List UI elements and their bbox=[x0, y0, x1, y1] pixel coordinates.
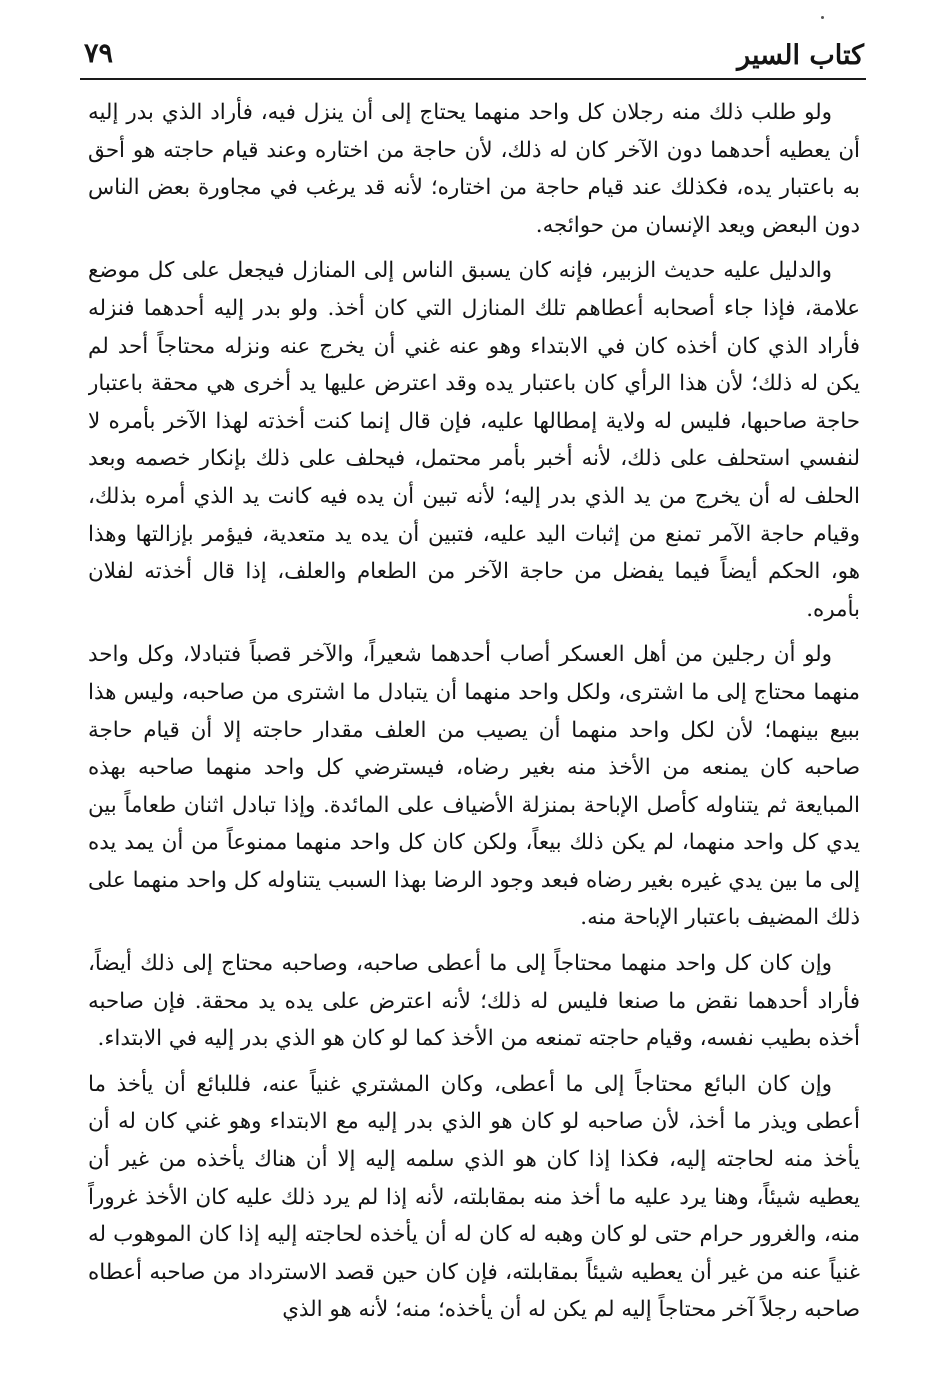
paragraph-5: وإن كان البائع محتاجاً إلى ما أعطى، وكان المشتري غنياً عنه، فللبائع أن يأخذ ما أعطى ويذر ما أخذ، لأن صاحبه لو كان هو الذي بدر إليه مع الابتداء وهو غني كان له أن يأخذ منه لحاجته إليه، فكذا إذا كان هو الذي سلمه إليه إلا أن هناك يأخذه من غير أن يعطيه شيئاً، وهنا يرد عليه ما أخذ منه بمقابلته، لأنه إذا لم يرد ذلك عليه كان الأخذ غروراً منه، والغرور حرام حتى لو كان وهبه له كان له أن يأخذه لحاجته إليه إذا كان الموهوب له غنياً عنه من غير أن يعطيه شيئاً بمقابلته، فإن كان حين قصد الاسترداد من صاحبه أعطاه صاحبه رجلاً آخر محتاجاً إليه لم يكن له أن يأخذه؛ منه؛ لأنه هو الذي bbox=[88, 1071, 860, 1323]
page-number: ٧٩ bbox=[84, 38, 114, 69]
paragraph-3: ولو أن رجلين من أهل العسكر أصاب أحدهما شعيراً، والآخر قصباً فتبادلا، وكل واحد منهما محتاج إلى ما اشترى، ولكل واحد منهما أن يتبادل ما اشترى من صاحبه، وليس هذا ببيع بينهما؛ لأن لكل واحد منهما أن يصيب من العلف مقدار حاجته إلا أن قيام حاجة صاحبه كان يمنعه من الأخذ منه بغير رضاه، فيسترضي كل واحد منهما صاحبه بهذه المبايعة ثم يتناوله كأصل الإباحة بمنزلة الأضياف على المائدة. وإذا تبادل اثنان طعاماً بين يدي كل واحد منهما، لم يكن ذلك بيعاً، ولكن كان كل واحد منهما ممنوعاً من أن يمد يده إلى ما بين يدي غيره بغير رضاه فبعد وجود الرضا بهذا السبب يتناوله كل واحد منهما على ذلك المضيف باعتبار الإباحة منه. bbox=[88, 642, 860, 931]
header-rule bbox=[80, 78, 866, 80]
paragraph-2: والدليل عليه حديث الزبير، فإنه كان يسبق الناس إلى المنازل فيجعل على كل موضع علامة، فإذا جاء أصحابه أعطاهم تلك المنازل التي كان أخذ. ولو بدر إليه أحدهما فنزله فأراد الذي كان أخذه كان في الابتداء وهو عنه غني أن يخرج عنه ونزله محتاجاً أحد لم يكن له ذلك؛ لأن هذا الرأي كان باعتبار يده وقد اعترض عليها يد أخرى هي محقة باعتبار حاجة صاحبها، فليس له ولاية إمطالها عليه، فإن قال إنما كنت أخذته لهذا الآخر بأمره لا لنفسي استحلف على ذلك، لأنه أخبر بأمر محتمل، فيحلف على ذلك بإنكار خصمه وبعد الحلف له أن يخرج من يد الذي بدر إليه؛ لأنه تبين أن يده فيه كانت يد الذي أمره بذلك، وقيام حاجة الآمر تمنع من إثبات اليد عليه، فتبين أن يده يد متعدية، فيؤمر بإزالتها وهذا هو، الحكم أيضاً فيما يفضل من حاجة الآخر من الطعام والعلف، إذا قال أخذته لفلان بأمره. bbox=[88, 258, 860, 622]
paragraph-4: وإن كان كل واحد منهما محتاجاً إلى ما أعطى صاحبه، وصاحبه محتاج إلى ذلك أيضاً، فأراد أحدهما نقض ما صنعا فليس له ذلك؛ لأنه اعترض على يده يد محقة. فإن صاحبه أخذه بطيب نفسه، وقيام حاجته تمنعه من الأخذ كما لو كان هو الذي بدر إليه في الابتداء. bbox=[88, 951, 860, 1052]
body-text bbox=[88, 94, 860, 1340]
scan-speck bbox=[821, 16, 824, 19]
paragraph-1: ولو طلب ذلك منه رجلان كل واحد منهما يحتاج إلى أن ينزل فيه، فأراد الذي بدر إليه أن يعطيه أحدهما دون الآخر كان له ذلك، لأن حاجة من اختاره وعند قيام حاجته هو أحق به باعتبار يده، فكذلك عند قيام حاجة من اختاره؛ لأنه قد يرغب في مجاورة بعض الناس دون البعض ويعد الإنسان من حوائجه. bbox=[88, 100, 860, 238]
running-title: كتاب السير bbox=[737, 40, 864, 71]
